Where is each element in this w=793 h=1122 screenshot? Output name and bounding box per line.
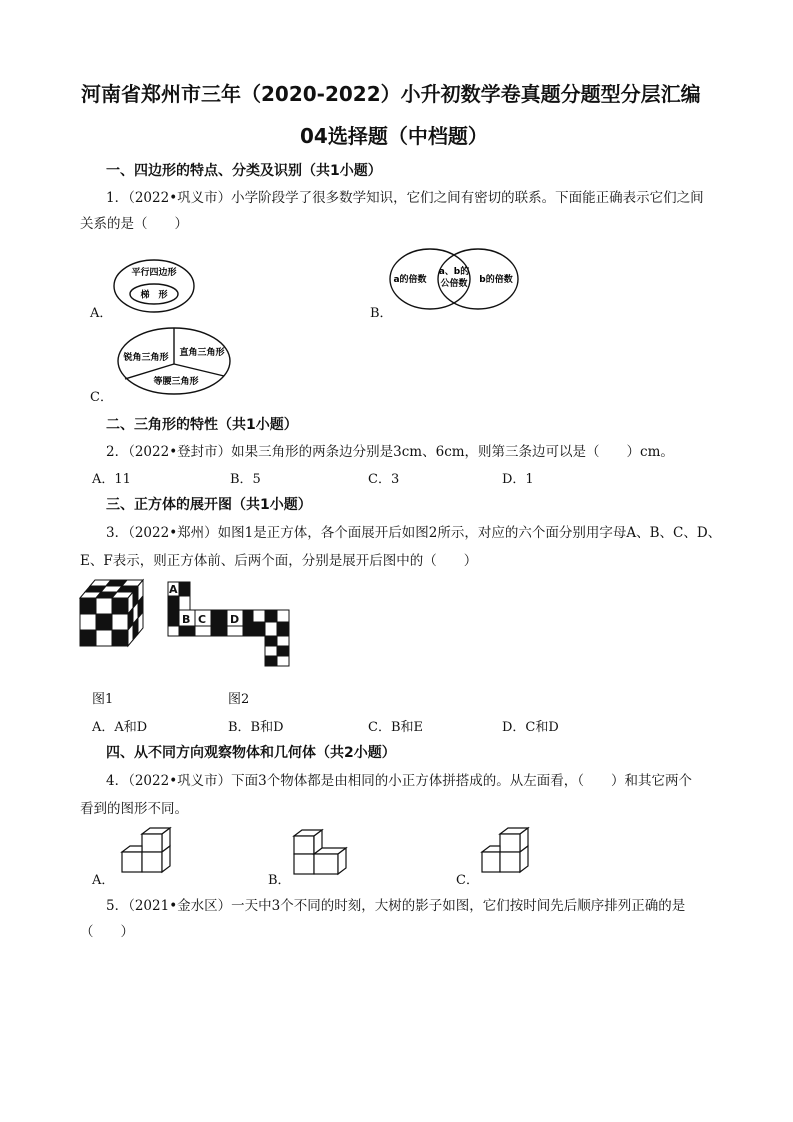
q3-figure1-cube	[78, 578, 144, 648]
q3-stem-line1: 3．（2022•郑州）如图1是正方体，各个面展开后如图2所示，对应的六个面分别用字母A、B、C、D、	[106, 525, 722, 541]
q1-figure-b	[388, 246, 522, 316]
q4-stem-line2: 看到的图形不同。	[80, 801, 188, 817]
section-4-heading: 四、从不同方向观察物体和几何体（共2小题）	[106, 745, 396, 761]
net-letter-f: F	[278, 645, 286, 658]
q4-figure-b	[290, 828, 352, 878]
q1-figure-c	[116, 326, 232, 396]
q5-stem-line2: （ ）	[80, 924, 134, 940]
q5-stem-line1: 5．（2021•金水区）一天中3个不同的时刻，大树的影子如图，它们按时间先后顺序排列正确的是	[106, 898, 686, 914]
q1-figure-a	[112, 258, 196, 314]
q1-option-c-label: C．	[90, 390, 113, 405]
doc-title-line1: 河南省郑州市三年（2020-2022）小升初数学卷真题分题型分层汇编	[81, 82, 701, 106]
q4-figure-c	[478, 824, 534, 878]
section-2-heading: 二、三角形的特性（共1小题）	[106, 417, 298, 433]
q4-option-b-label: B．	[268, 873, 291, 888]
q4-option-a-label: A．	[92, 873, 115, 888]
net-letter-b: B	[182, 613, 191, 626]
q2-stem: 2．（2022•登封市）如果三角形的两条边分别是3cm、6cm，则第三条边可以是（ ）cm。	[106, 444, 674, 460]
q1-stem-line1: 1．（2022•巩义市）小学阶段学了很多数学知识，它们之间有密切的联系。下面能正确表示它们之间	[106, 190, 704, 206]
q2-option-b: B．5	[230, 472, 261, 487]
section-3-heading: 三、正方体的展开图（共1小题）	[106, 497, 312, 513]
section-1-heading: 一、四边形的特点、分类及识别（共1小题）	[106, 163, 382, 179]
q3-figure2-caption: 图2	[228, 692, 250, 707]
q1-fig-a-inner-label: 梯 形	[140, 290, 168, 301]
q1-fig-c-right-label: 直角三角形	[179, 348, 225, 358]
q1-stem-line2: 关系的是（ ）	[80, 216, 188, 232]
q1-fig-a-outer-label: 平行四边形	[131, 268, 177, 278]
q1-fig-b-mid-label1: a、b的	[438, 267, 470, 277]
q1-fig-b-right-label: b的倍数	[479, 275, 513, 285]
net-letter-c: C	[198, 613, 207, 626]
q1-fig-b-mid-label2: 公倍数	[440, 279, 468, 289]
q1-fig-b-left-label: a的倍数	[393, 275, 427, 285]
q2-option-a: A．11	[92, 472, 131, 487]
net-letter-d: D	[230, 613, 240, 626]
q1-option-b-label: B．	[370, 306, 393, 321]
net-letter-a: A	[169, 583, 178, 596]
q1-option-a-label: A．	[90, 306, 113, 321]
q3-option-a: A．A和D	[92, 720, 148, 735]
q3-figure1-caption: 图1	[92, 692, 114, 707]
doc-title-line2: 04选择题（中档题）	[300, 124, 488, 148]
q3-option-c: C．B和E	[368, 720, 423, 735]
q3-figure2-net	[166, 580, 294, 670]
net-letter-e: E	[278, 625, 286, 638]
q4-stem-line1: 4．（2022•巩义市）下面3个物体都是由相同的小正方体拼搭成的。从左面看，（ ）和其它两个	[106, 773, 692, 789]
q1-fig-c-bottom-label: 等腰三角形	[153, 377, 199, 387]
q3-option-b: B．B和D	[228, 720, 284, 735]
q4-figure-a	[116, 824, 176, 878]
q2-option-c: C．3	[368, 472, 400, 487]
q3-option-d: D．C和D	[502, 720, 559, 735]
q2-option-d: D．1	[502, 472, 534, 487]
q4-option-c-label: C．	[456, 873, 479, 888]
q3-stem-line2: E、F表示，则正方体前、后两个面，分别是展开后图中的（ ）	[80, 553, 478, 569]
q1-fig-c-left-label: 锐角三角形	[123, 353, 169, 363]
